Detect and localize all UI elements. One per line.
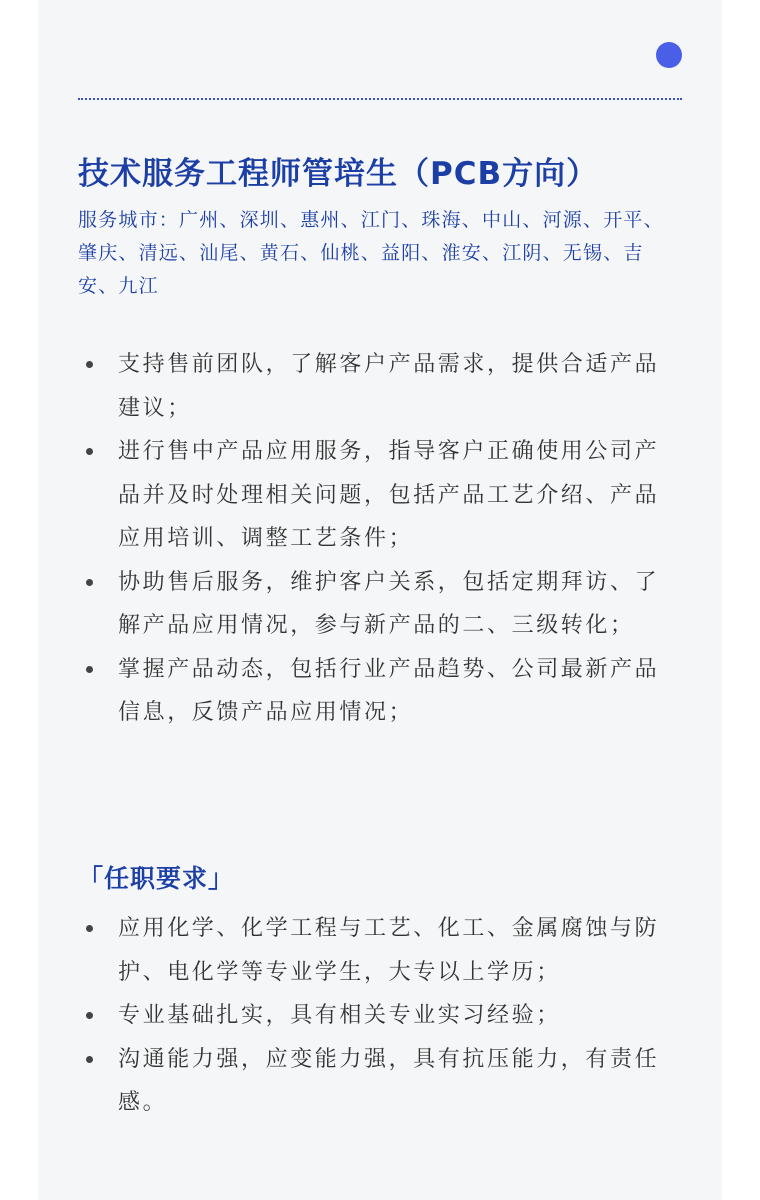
duty-item	[78, 343, 682, 430]
bullet-icon	[86, 1056, 93, 1063]
decorative-dot	[656, 42, 682, 68]
bullet-icon	[86, 666, 93, 673]
bullet-icon	[86, 361, 93, 368]
bullet-icon	[86, 579, 93, 586]
requirement-item	[78, 907, 682, 994]
duty-text: 掌握产品动态，包括行业产品趋势、公司最新产品信息，反馈产品应用情况；	[118, 656, 660, 725]
job-title: 技术服务工程师管培生（PCB方向）	[78, 156, 599, 192]
service-cities: 服务城市：广州、深圳、惠州、江门、珠海、中山、河源、开平、肇庆、清远、汕尾、黄石、仙桃、益阳、淮安、江阴、无锡、吉安、九江	[78, 209, 664, 297]
duty-item	[78, 430, 682, 561]
job-card	[38, 0, 722, 1200]
dotted-divider	[78, 98, 682, 100]
duty-item	[78, 561, 682, 648]
requirement-text: 应用化学、化学工程与工艺、化工、金属腐蚀与防护、电化学等专业学生，大专以上学历；	[118, 916, 660, 985]
duty-text: 协助售后服务，维护客户关系，包括定期拜访、了解产品应用情况，参与新产品的二、三级转化；	[118, 569, 660, 638]
duty-item	[78, 648, 682, 735]
requirement-item	[78, 994, 682, 1038]
requirements-heading: 「任职要求」	[78, 864, 235, 893]
bullet-icon	[86, 925, 93, 932]
requirements-list	[78, 907, 682, 1125]
bullet-icon	[86, 448, 93, 455]
duty-text: 进行售中产品应用服务，指导客户正确使用公司产品并及时处理相关问题，包括产品工艺介绍、产品应用培训、调整工艺条件；	[118, 439, 660, 551]
requirement-text: 沟通能力强，应变能力强，具有抗压能力，有责任感。	[118, 1046, 660, 1115]
bullet-icon	[86, 1012, 93, 1019]
requirement-item	[78, 1038, 682, 1125]
requirement-text: 专业基础扎实，具有相关专业实习经验；	[118, 1003, 561, 1028]
duties-list	[78, 343, 682, 735]
duty-text: 支持售前团队，了解客户产品需求，提供合适产品建议；	[118, 352, 660, 421]
